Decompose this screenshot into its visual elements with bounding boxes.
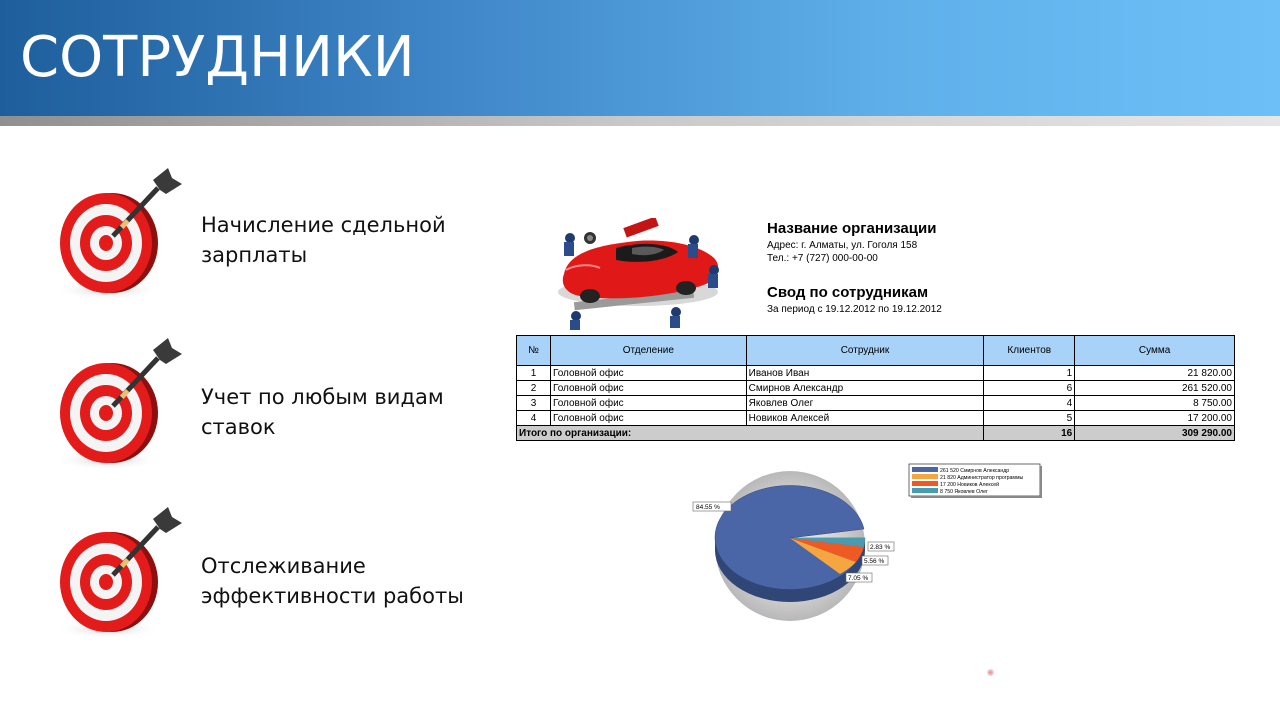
table-header-row	[517, 336, 1235, 366]
table-row	[517, 396, 1235, 411]
pie-label-admin: 7.05 %	[848, 575, 869, 582]
department-cell: Головной офис	[550, 366, 746, 381]
row-number: 1	[517, 366, 551, 381]
clients-cell: 1	[984, 366, 1075, 381]
car-service-illustration	[546, 218, 732, 332]
decorative-dot	[987, 669, 994, 676]
target-dart-icon	[50, 336, 190, 476]
row-number: 3	[517, 396, 551, 411]
clients-cell: 6	[984, 381, 1075, 396]
target-dart-icon	[50, 166, 190, 306]
total-label: Итого по организации:	[517, 426, 984, 441]
employee-summary-table	[516, 335, 1235, 441]
legend-entry: 8 750 Яковлев Олег	[940, 489, 988, 495]
pie-legend	[909, 464, 1042, 498]
feature-label: Отслеживание эффективности работы	[201, 554, 464, 608]
column-header: №	[517, 336, 551, 366]
report-title: Свод по сотрудникам	[767, 284, 929, 301]
organization-phone: Тел.: +7 (727) 000-00-00	[767, 253, 878, 264]
employee-cell: Новиков Алексей	[746, 411, 984, 426]
feature-item	[50, 505, 470, 645]
sum-cell: 261 520.00	[1075, 381, 1235, 396]
employee-cell: Смирнов Александр	[746, 381, 984, 396]
feature-label: Учет по любым видам ставок	[201, 385, 444, 439]
report-period: За период с 19.12.2012 по 19.12.2012	[767, 304, 942, 315]
legend-swatch	[912, 488, 938, 493]
table-row	[517, 381, 1235, 396]
feature-label: Начисление сдельной зарплаты	[201, 213, 446, 267]
pie-label-novikov: 5.56 %	[864, 558, 885, 565]
employee-cell: Иванов Иван	[746, 366, 984, 381]
legend-entry: 261 520 Смирнов Александр	[940, 468, 1010, 474]
legend-entry: 17 200 Новиков Алексей	[940, 482, 1000, 488]
legend-swatch	[912, 474, 938, 479]
row-number: 4	[517, 411, 551, 426]
employee-pie-chart	[690, 458, 1060, 623]
column-header: Сотрудник	[746, 336, 984, 366]
column-header: Клиентов	[984, 336, 1075, 366]
organization-info	[767, 219, 1087, 265]
sum-cell: 17 200.00	[1075, 411, 1235, 426]
legend-entry: 21 820 Администратор программы	[940, 475, 1024, 481]
pie-label-smirnov: 84.55 %	[696, 504, 720, 511]
column-header: Сумма	[1075, 336, 1235, 366]
clients-cell: 4	[984, 396, 1075, 411]
department-cell: Головной офис	[550, 396, 746, 411]
employee-cell: Яковлев Олег	[746, 396, 984, 411]
sum-cell: 21 820.00	[1075, 366, 1235, 381]
header-divider	[0, 116, 1280, 126]
legend-swatch	[912, 467, 938, 472]
feature-item	[50, 166, 470, 306]
sum-cell: 8 750.00	[1075, 396, 1235, 411]
feature-item	[50, 336, 470, 476]
table-total-row	[517, 426, 1235, 441]
department-cell: Головной офис	[550, 411, 746, 426]
organization-address: Адрес: г. Алматы, ул. Гоголя 158	[767, 240, 918, 251]
clients-cell: 5	[984, 411, 1075, 426]
target-dart-icon	[50, 505, 190, 645]
row-number: 2	[517, 381, 551, 396]
pie-label-yakovlev: 2.83 %	[870, 544, 891, 551]
legend-swatch	[912, 481, 938, 486]
column-header: Отделение	[550, 336, 746, 366]
department-cell: Головной офис	[550, 381, 746, 396]
total-clients: 16	[984, 426, 1075, 441]
slide-title: СОТРУДНИКИ	[20, 25, 415, 90]
organization-name: Название организации	[767, 220, 937, 237]
total-sum: 309 290.00	[1075, 426, 1235, 441]
table-row	[517, 366, 1235, 381]
table-row	[517, 411, 1235, 426]
